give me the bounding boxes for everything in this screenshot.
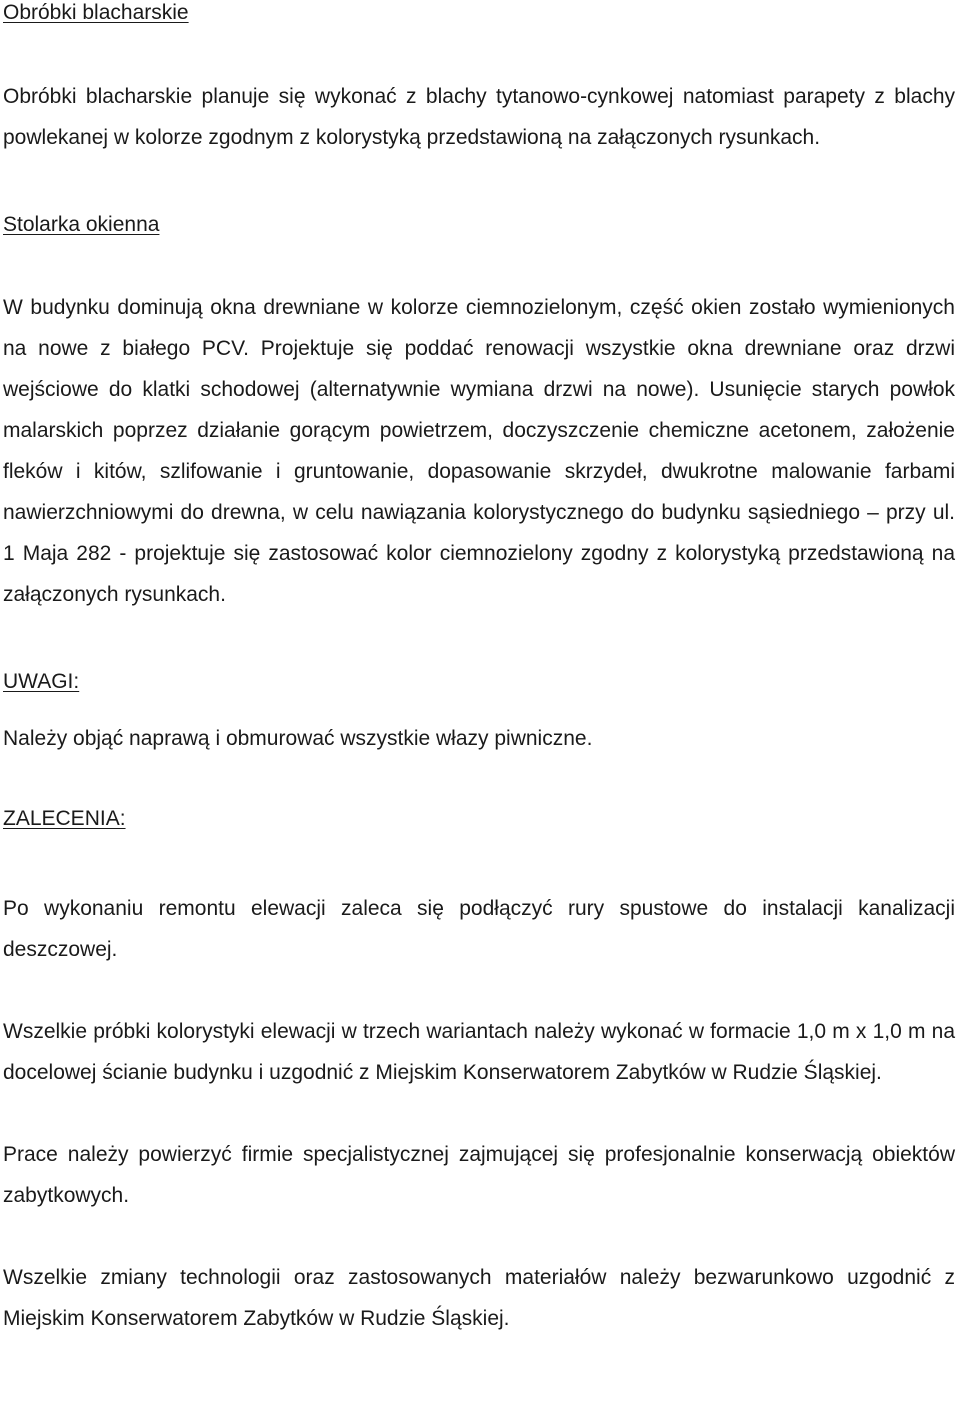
paragraph-uwagi: Należy objąć naprawą i obmurować wszystkie włazy piwniczne.	[3, 727, 593, 750]
document-page	[3, 0, 955, 1339]
section-heading-obrobki-blacharskie: Obróbki blacharskie	[3, 1, 189, 24]
section-heading-zalecenia: ZALECENIA:	[3, 807, 126, 830]
section-heading-stolarka-okienna: Stolarka okienna	[3, 213, 160, 236]
paragraph-obrobki-blacharskie: Obróbki blacharskie planuje się wykonać z blachy tytanowo-cynkowej natomiast parapety z blachy powlekanej w kolorze zgodnym z kolorystyką przedstawioną na załączonych rysunkach.	[3, 85, 955, 149]
paragraph-stolarka-okienna: W budynku dominują okna drewniane w kolorze ciemnozielonym, część okien zostało wymienionych na nowe z białego PCV. Projektuje się poddać renowacji wszystkie okna drewniane oraz drzwi wejściowe do klatki schodowej (alternatywnie wymiana drzwi na nowe). Usunięcie starych powłok malarskich poprzez działanie gorącym powietrzem, doczyszczenie chemiczne acetonem, założenie fleków i kitów, szlifowanie i gruntowanie, dopasowanie skrzydeł, dwukrotne malowanie farbami nawierzchniowymi do drewna, w celu nawiązania kolorystycznego do budynku sąsiedniego – przy ul. 1 Maja 282 - projektuje się zastosować kolor ciemnozielony zgodny z kolorystyką przedstawioną na załączonych rysunkach.	[3, 296, 955, 606]
section-heading-uwagi: UWAGI:	[3, 670, 80, 693]
paragraph-zalecenia-firma-specjalistyczna: Prace należy powierzyć firmie specjalistycznej zajmującej się profesjonalnie konserwacją obiektów zabytkowych.	[3, 1143, 955, 1207]
paragraph-zalecenia-rury-spustowe: Po wykonaniu remontu elewacji zaleca się podłączyć rury spustowe do instalacji kanalizacji deszczowej.	[3, 897, 955, 961]
paragraph-zalecenia-probki-kolorystyki: Wszelkie próbki kolorystyki elewacji w trzech wariantach należy wykonać w formacie 1,0 m x 1,0 m na docelowej ścianie budynku i uzgodnić z Miejskim Konserwatorem Zabytków w Rudzie Śląskiej.	[3, 1020, 955, 1084]
paragraph-zalecenia-zmiany-technologii: Wszelkie zmiany technologii oraz zastosowanych materiałów należy bezwarunkowo uzgodnić z Miejskim Konserwatorem Zabytków w Rudzie Śląskiej.	[3, 1266, 955, 1330]
